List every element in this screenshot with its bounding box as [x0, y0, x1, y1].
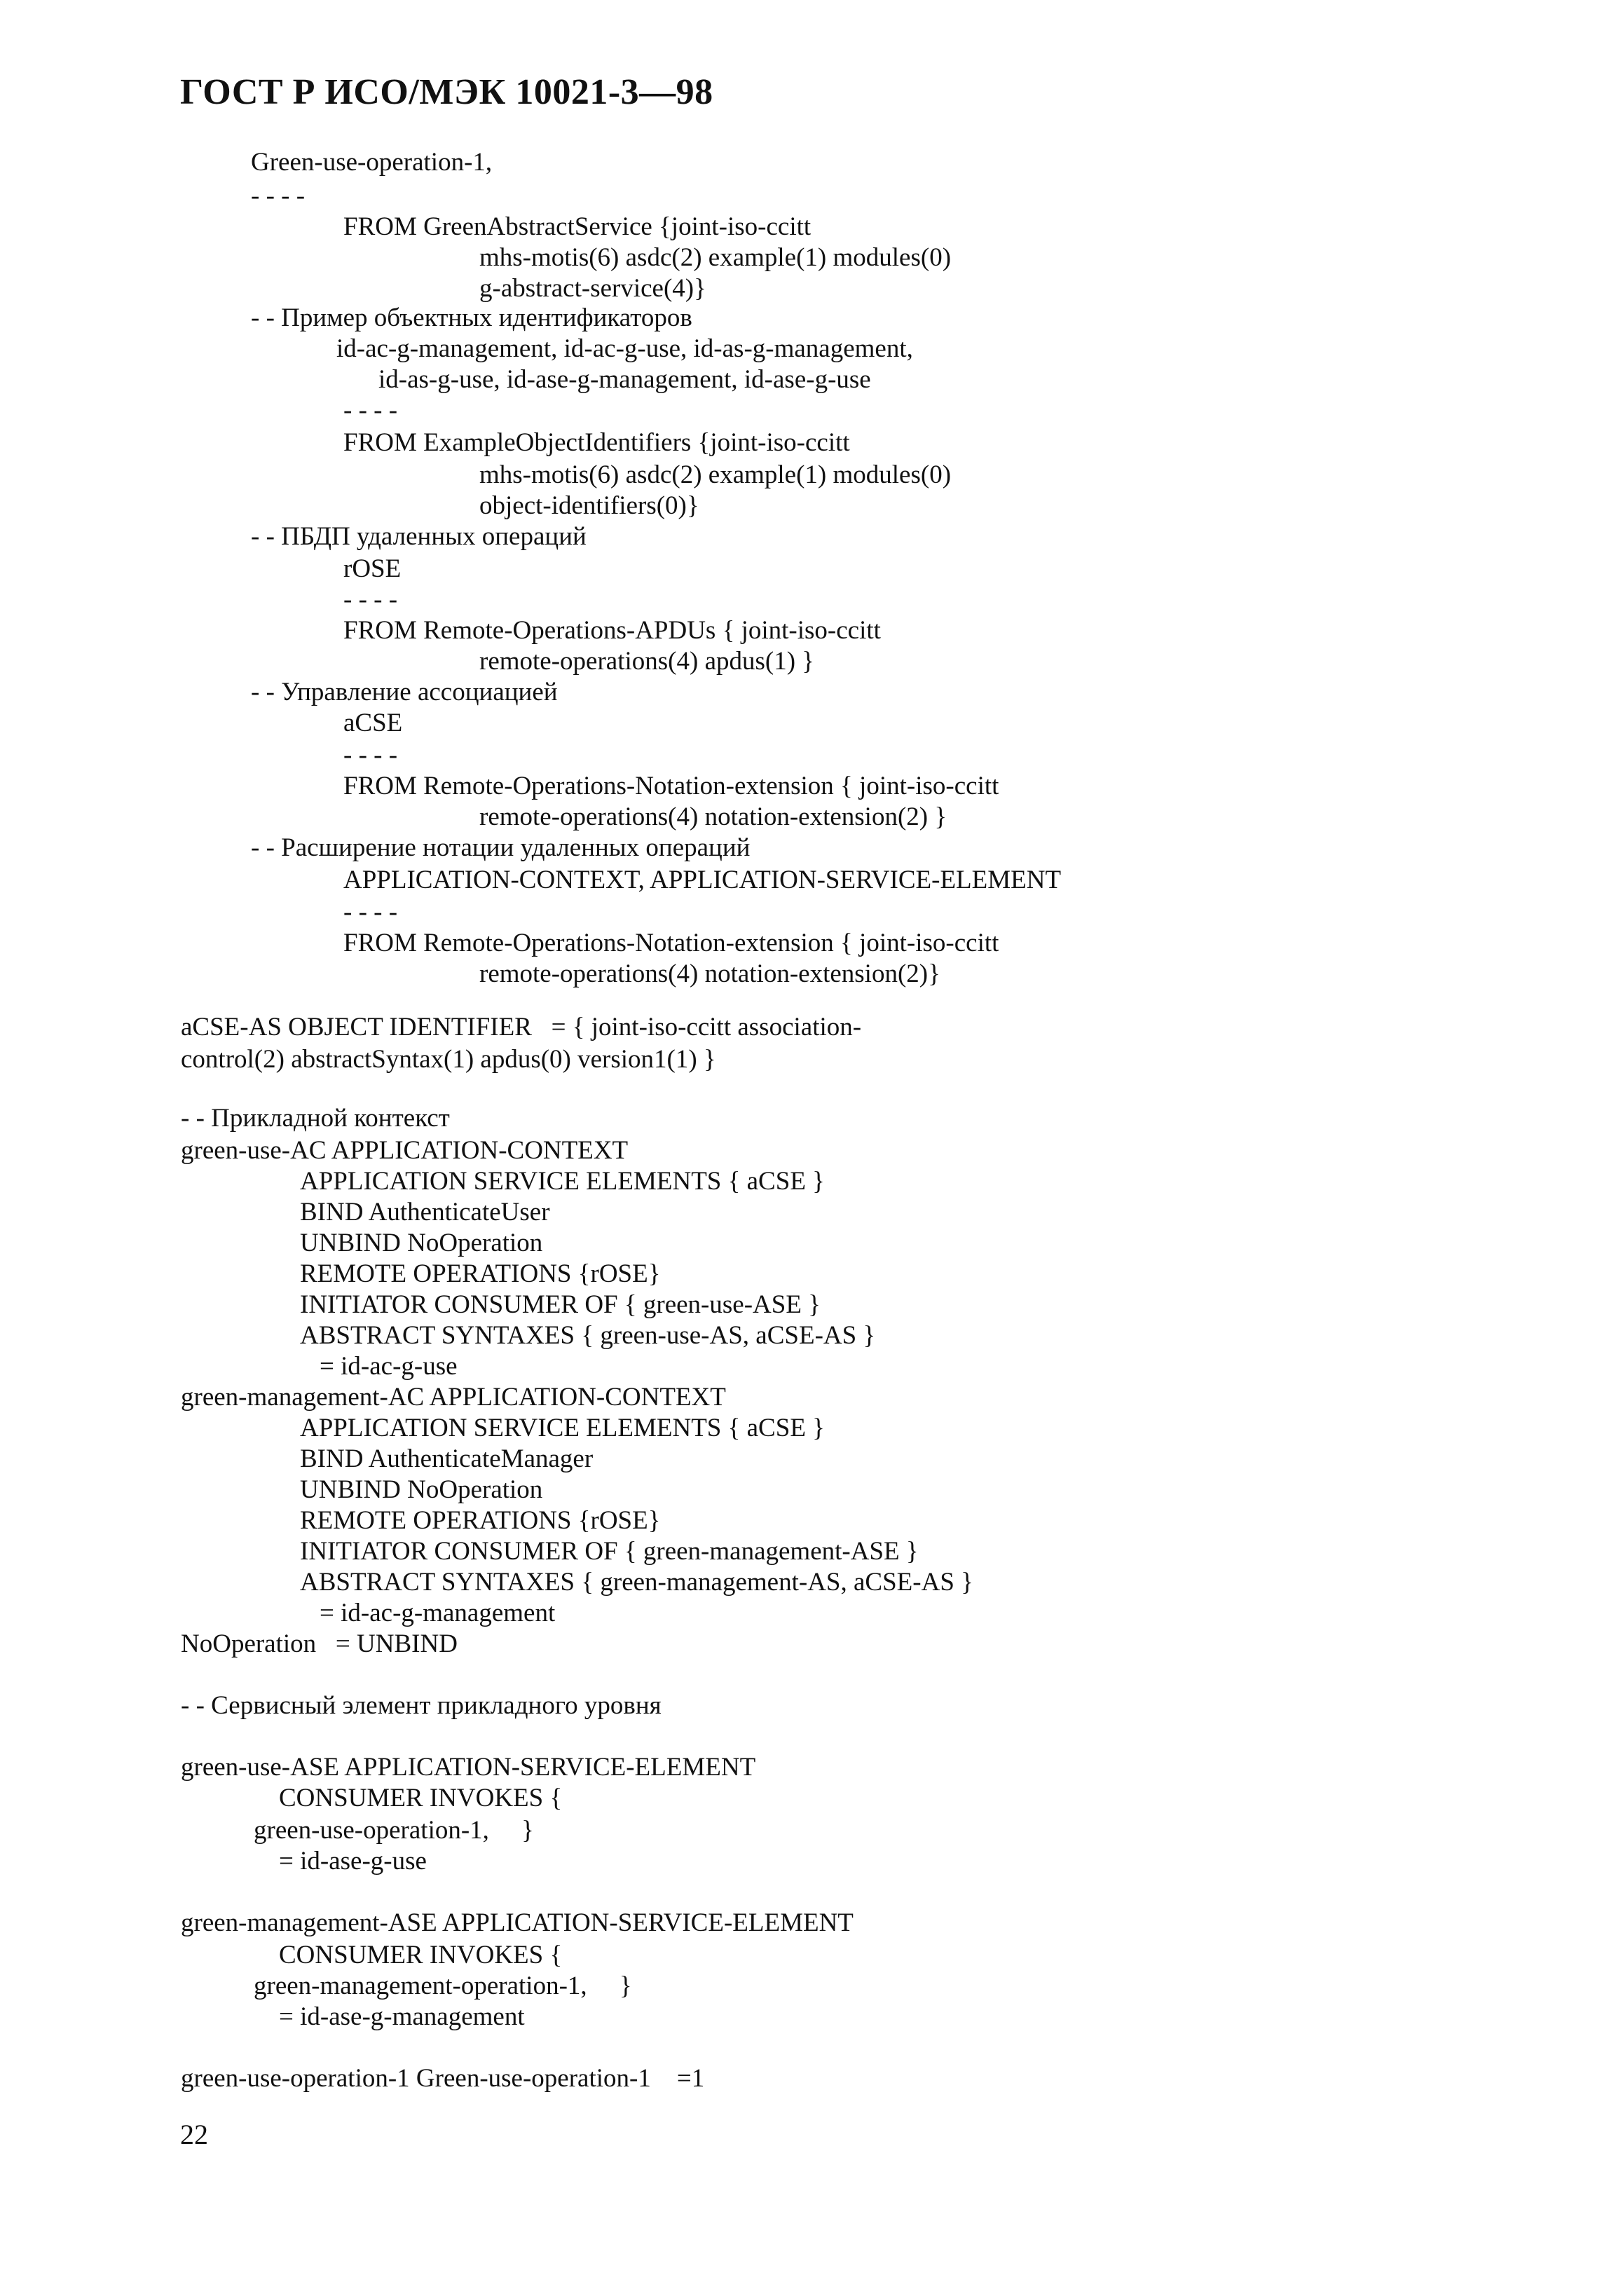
code-line: FROM Remote-Operations-Notation-extension { joint-iso-ccitt — [343, 772, 999, 800]
code-line: ABSTRACT SYNTAXES { green-use-AS, aCSE-AS } — [300, 1321, 876, 1350]
code-line: - - Пример объектных идентификаторов — [251, 303, 692, 332]
code-line: = id-ac-g-use — [320, 1352, 458, 1381]
code-line: FROM Remote-Operations-APDUs { joint-iso-ccitt — [343, 616, 881, 645]
code-line: remote-operations(4) notation-extension(2) } — [479, 802, 947, 831]
code-line: id-as-g-use, id-ase-g-management, id-ase-g-use — [378, 365, 871, 394]
code-line: CONSUMER INVOKES { — [279, 1784, 563, 1812]
code-line: = id-ase-g-use — [279, 1847, 427, 1875]
code-line: - - - - — [343, 898, 398, 927]
code-line: Green-use-operation-1, — [251, 148, 493, 177]
code-line: CONSUMER INVOKES { — [279, 1941, 563, 1969]
code-line: BIND AuthenticateUser — [300, 1198, 550, 1226]
code-line: - - - - — [251, 182, 306, 210]
code-line: green-use-operation-1 Green-use-operation-1 =1 — [181, 2064, 705, 2093]
page-number: 22 — [180, 2119, 208, 2150]
code-line: green-management-operation-1, } — [254, 1972, 632, 2000]
page-header: ГОСТ Р ИСО/МЭК 10021-3—98 — [180, 72, 713, 112]
code-line: remote-operations(4) apdus(1) } — [479, 647, 815, 676]
code-line: mhs-motis(6) asdc(2) example(1) modules(0) — [479, 243, 952, 272]
code-line: green-management-ASE APPLICATION-SERVICE-ELEMENT — [181, 1908, 854, 1937]
code-line: aCSE — [343, 709, 403, 737]
code-line: - - Прикладной контекст — [181, 1104, 450, 1133]
code-line: BIND AuthenticateManager — [300, 1444, 594, 1473]
code-line: ABSTRACT SYNTAXES { green-management-AS, aCSE-AS } — [300, 1568, 973, 1597]
code-line: APPLICATION SERVICE ELEMENTS { aCSE } — [300, 1167, 825, 1196]
code-line: - - Сервисный элемент прикладного уровня — [181, 1691, 662, 1720]
code-line: UNBIND NoOperation — [300, 1475, 543, 1504]
code-line: APPLICATION SERVICE ELEMENTS { aCSE } — [300, 1414, 825, 1442]
code-line: object-identifiers(0)} — [479, 491, 699, 520]
code-line: FROM Remote-Operations-Notation-extension { joint-iso-ccitt — [343, 929, 999, 957]
code-line: green-use-operation-1, } — [254, 1816, 534, 1845]
code-line: g-abstract-service(4)} — [479, 274, 706, 303]
code-line: green-use-AC APPLICATION-CONTEXT — [181, 1136, 629, 1165]
code-line: rOSE — [343, 554, 402, 583]
code-line: FROM GreenAbstractService {joint-iso-ccitt — [343, 212, 812, 241]
code-line: INITIATOR CONSUMER OF { green-management-ASE } — [300, 1537, 919, 1566]
code-line: - - - - — [343, 396, 398, 425]
code-line: - - - - — [343, 585, 398, 614]
code-line: REMOTE OPERATIONS {rOSE} — [300, 1506, 661, 1535]
code-line: id-ac-g-management, id-ac-g-use, id-as-g-management, — [336, 334, 913, 363]
code-line: APPLICATION-CONTEXT, APPLICATION-SERVICE-ELEMENT — [343, 866, 1062, 894]
code-line: = id-ase-g-management — [279, 2002, 525, 2031]
code-line: - - Расширение нотации удаленных операций — [251, 833, 751, 862]
code-line: UNBIND NoOperation — [300, 1229, 543, 1257]
code-line: REMOTE OPERATIONS {rOSE} — [300, 1259, 661, 1288]
code-line: NoOperation = UNBIND — [181, 1629, 458, 1658]
code-line: remote-operations(4) notation-extension(2)} — [479, 959, 940, 988]
code-line: - - Управление ассоциацией — [251, 678, 558, 706]
code-line: control(2) abstractSyntax(1) apdus(0) version1(1) } — [181, 1045, 716, 1074]
code-line: - - ПБДП удаленных операций — [251, 522, 587, 551]
code-line: INITIATOR CONSUMER OF { green-use-ASE } — [300, 1290, 821, 1319]
code-line: aCSE-AS OBJECT IDENTIFIER = { joint-iso-ccitt association- — [181, 1013, 862, 1041]
code-line: = id-ac-g-management — [320, 1599, 556, 1627]
code-line: FROM ExampleObjectIdentifiers {joint-iso-ccitt — [343, 428, 850, 457]
code-line: green-use-ASE APPLICATION-SERVICE-ELEMENT — [181, 1753, 756, 1782]
code-line: green-management-AC APPLICATION-CONTEXT — [181, 1383, 726, 1412]
code-line: mhs-motis(6) asdc(2) example(1) modules(0) — [479, 460, 952, 489]
code-line: - - - - — [343, 741, 398, 770]
